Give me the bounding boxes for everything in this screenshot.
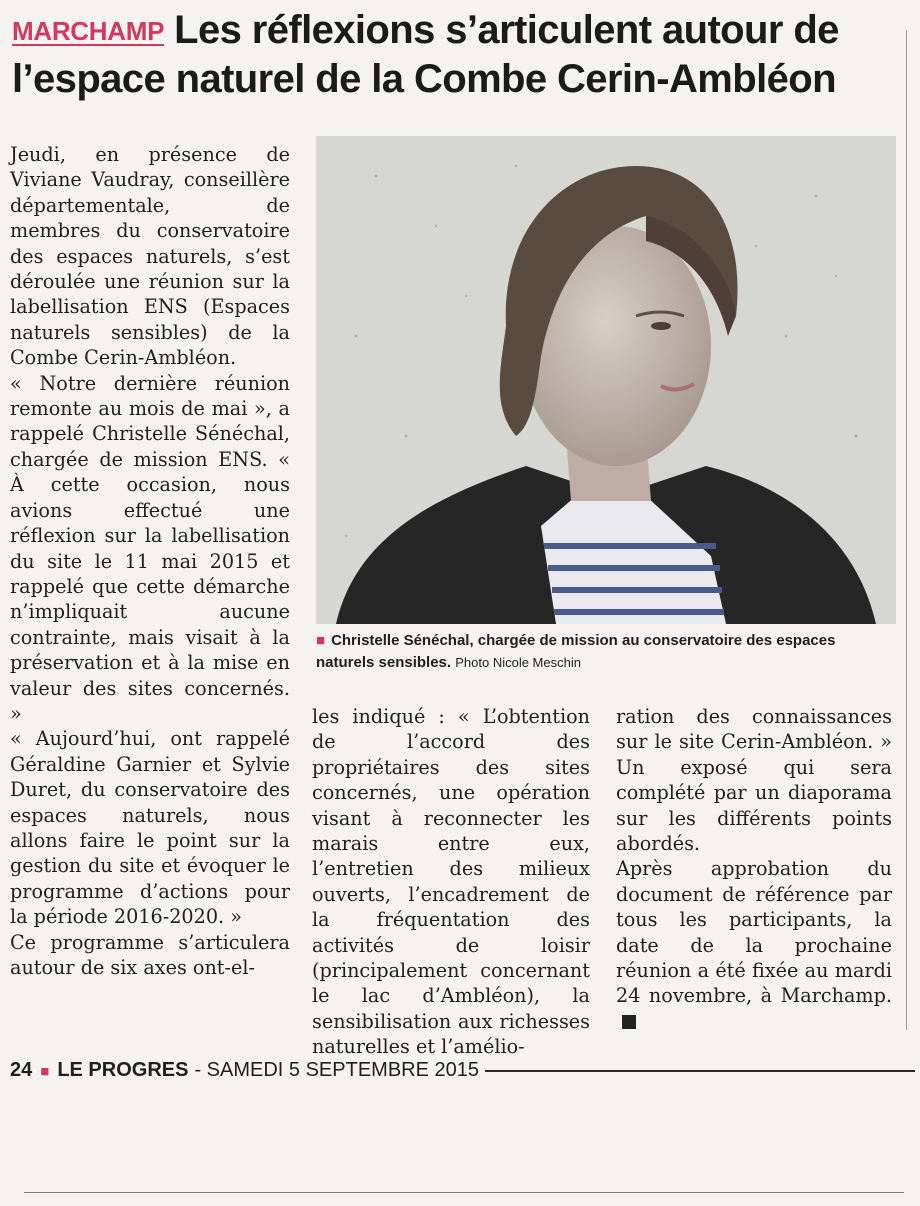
publication-name: LE PROGRES [57,1059,189,1081]
page-number: 24 [10,1059,33,1081]
article-headline [12,6,902,103]
paragraph-text: Après approbation du document de référence par tous les participants, la date de la prochaine réunion a été fixée au mardi 24 novembre, à Marchamp. [616,857,892,1008]
paragraph: Ce programme s’articulera autour de six axes ont-el- [10,930,290,979]
publication-date: - SAMEDI 5 SEPTEMBRE 2015 [194,1059,479,1081]
paragraph: Jeudi, en présence de Viviane Vaudray, conseillère départementale, de membres du conservatoire des espaces naturels, s’est déroulée une réunion sur la labellisation ENS (Espaces naturels sensibles) de la Combe Cerin-Ambléon. [10,143,290,370]
paragraph [616,856,892,1034]
photo-credit: Photo Nicole Meschin [455,655,581,670]
article-photo [316,136,896,624]
bottom-divider [24,1192,904,1193]
footer-rule [485,1070,915,1072]
caption-square-icon: ■ [316,632,326,649]
article-column-2 [312,704,590,1060]
article-column-3 [616,704,892,1034]
article-title: Les réflexions s’articulent autour de l’espace naturel de la Combe Cerin-Ambléon [12,8,839,101]
article-column-1 [10,142,290,980]
caption-text: Christelle Sénéchal, chargée de mission au conservatoire des espaces naturels sensibles. [316,632,836,671]
footer-square-icon: ■ [40,1063,50,1080]
paragraph: ration des connaissances sur le site Cerin-Ambléon. » Un exposé qui sera complété par un diaporama sur les différents points abordés. [616,705,892,856]
section-kicker: MARCHAMP [12,16,165,46]
paragraph: les indiqué : « L’obtention de l’accord des propriétaires des sites concernés, une opération visant à reconnecter les marais entre eux, l’entretien des milieux ouverts, l’encadrement de la fréquentation des activités de loisir (principalement concernant le lac d’Ambléon), la sensibilisation aux richesses naturelles et l’amélio- [312,705,590,1059]
paragraph: « Notre dernière réunion remonte au mois de mai », a rappelé Christelle Sénéchal, chargée de mission ENS. « À cette occasion, nous avions effectué une réflexion sur la labellisation du site le 11 mai 2015 et rappelé que cette démarche n’impliquait aucune contrainte, mais visait à la préservation et à la mise en valeur des sites concernés. » [10,371,290,725]
paragraph: « Aujourd’hui, ont rappelé Géraldine Garnier et Sylvie Duret, du conservatoire des espaces naturels, nous allons faire le point sur la gestion du site et évoquer le programme d’actions pour la période 2016-2020. » [10,727,290,929]
portrait-illustration [316,136,896,624]
page-footer [10,1057,915,1085]
photo-caption [316,630,896,674]
page-edge-line [906,30,907,1030]
end-of-article-icon [622,1015,636,1029]
